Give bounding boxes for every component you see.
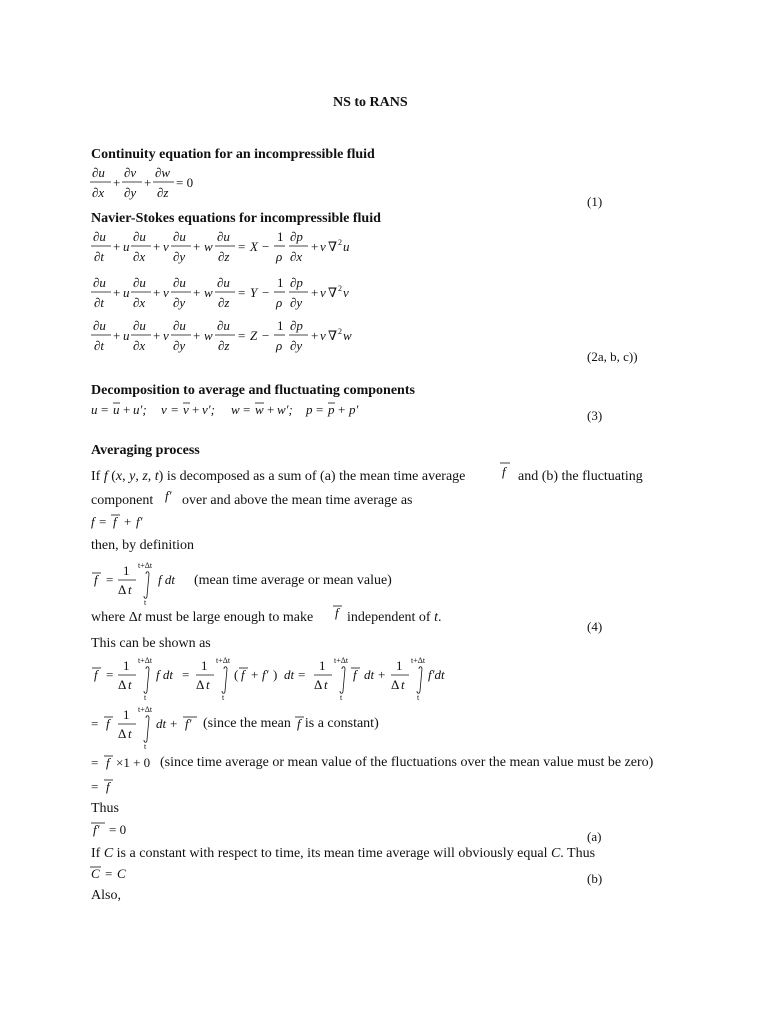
equation-2b-momentum-y (91, 275, 349, 310)
equation-1-continuity (90, 165, 193, 200)
svg-text:=: = (99, 514, 107, 529)
since-constant-note: (since the mean is a constant) (203, 716, 379, 731)
svg-text:= 0: = 0 (109, 822, 127, 837)
svg-text:Δ: Δ (118, 677, 127, 692)
svg-text:u: u (123, 328, 130, 343)
svg-text:t: t (417, 693, 420, 702)
svg-text:w′;: w′; (277, 402, 293, 417)
svg-text:+: + (338, 402, 346, 417)
svg-text:u′;: u′; (133, 402, 147, 417)
svg-text:u: u (123, 285, 130, 300)
svg-text:t: t (128, 726, 132, 741)
svg-text:f dt: f dt (158, 572, 175, 587)
svg-text:f: f (94, 572, 98, 587)
svg-text:∂w: ∂w (155, 165, 171, 180)
svg-text:1: 1 (319, 658, 326, 673)
paragraph-line-1: If f (x, y, z, t) is decomposed as a sum of (a) the mean time average (91, 469, 466, 484)
svg-text:−: − (262, 239, 270, 254)
svg-text:): ) (273, 667, 278, 682)
svg-text:−: − (262, 328, 270, 343)
svg-text:∂z: ∂z (157, 185, 169, 200)
svg-text:∂v: ∂v (124, 165, 137, 180)
paragraph-line-2-start: component (91, 493, 154, 508)
equation-a (91, 822, 126, 837)
equation-number-3: (3) (587, 408, 603, 423)
svg-text:f: f (502, 464, 506, 479)
svg-text:u: u (113, 402, 120, 417)
svg-text:∇: ∇ (328, 239, 338, 254)
svg-text:+: + (311, 239, 319, 254)
svg-text:+: + (113, 328, 121, 343)
svg-text:1: 1 (277, 318, 284, 333)
svg-text:t: t (401, 677, 405, 692)
page-title: NS to RANS (333, 95, 408, 110)
svg-text:=: = (182, 667, 190, 682)
svg-text:f′: f′ (93, 822, 100, 837)
since-zero-note: (since time average or mean value of the fluctuations over the mean value must be zero) (160, 755, 654, 770)
svg-text:t+Δt: t+Δt (138, 656, 153, 665)
svg-text:+: + (124, 514, 132, 529)
svg-text:v: v (343, 285, 349, 300)
equation-b (90, 866, 126, 881)
svg-text:Δ: Δ (118, 726, 127, 741)
svg-text:∂u: ∂u (173, 275, 186, 290)
svg-text:∂u: ∂u (133, 229, 146, 244)
svg-text:=: = (106, 572, 114, 587)
constant-paragraph: If C is a constant with respect to time, its mean time average will obviously equal C. Thus (91, 846, 596, 861)
averaging-heading: Averaging process (91, 443, 200, 458)
svg-text:t+Δt: t+Δt (138, 561, 153, 570)
svg-text:f dt: f dt (156, 667, 173, 682)
svg-text:1: 1 (277, 275, 284, 290)
svg-text:Z: Z (250, 328, 258, 343)
shown-derivation (92, 656, 445, 702)
svg-text:∂z: ∂z (218, 249, 230, 264)
svg-text:t: t (144, 598, 147, 607)
svg-text:= 0: = 0 (176, 175, 194, 190)
svg-text:t: t (128, 677, 132, 692)
decomposition-f (91, 514, 143, 529)
svg-text:ν: ν (320, 239, 326, 254)
svg-text:+: + (192, 402, 200, 417)
svg-text:ν: ν (320, 328, 326, 343)
equation-number-a: (a) (587, 829, 602, 844)
svg-text:∂z: ∂z (218, 338, 230, 353)
svg-text:dt: dt (156, 716, 167, 731)
svg-text:+: + (193, 328, 201, 343)
svg-text:2: 2 (338, 327, 342, 336)
svg-text:+: + (153, 239, 161, 254)
svg-text:∂x: ∂x (290, 249, 303, 264)
svg-text:∂x: ∂x (133, 295, 146, 310)
svg-text:=: = (101, 402, 109, 417)
svg-text:+: + (193, 239, 201, 254)
svg-text:1: 1 (201, 658, 208, 673)
svg-text:=: = (106, 667, 114, 682)
svg-text:1: 1 (123, 707, 130, 722)
svg-text:+: + (251, 667, 259, 682)
svg-text:w: w (343, 328, 352, 343)
svg-text:+: + (123, 402, 131, 417)
svg-text:Δ: Δ (391, 677, 400, 692)
svg-text:∂u: ∂u (173, 229, 186, 244)
equation-3-decomposition (91, 402, 359, 417)
svg-text:∂y: ∂y (173, 249, 186, 264)
svg-text:1: 1 (277, 229, 284, 244)
svg-text:+: + (113, 285, 121, 300)
svg-text:v′;: v′; (202, 402, 215, 417)
svg-text:t+Δt: t+Δt (216, 656, 231, 665)
svg-text:1: 1 (123, 563, 130, 578)
svg-text:∂p: ∂p (290, 229, 303, 244)
svg-text:2: 2 (338, 284, 342, 293)
svg-text:ρ: ρ (276, 338, 283, 353)
times-one-step (91, 755, 150, 770)
then-text: then, by definition (91, 538, 195, 553)
svg-text:∂u: ∂u (93, 229, 106, 244)
svg-text:w: w (231, 402, 240, 417)
svg-text:p: p (306, 402, 313, 417)
svg-text:v: v (163, 285, 169, 300)
svg-text:f: f (241, 667, 245, 682)
svg-text:f: f (113, 514, 117, 529)
svg-text:∂y: ∂y (124, 185, 137, 200)
svg-text:+: + (113, 239, 121, 254)
fbar-inline-2 (333, 605, 342, 620)
svg-text:Δ: Δ (118, 582, 127, 597)
svg-text:∂z: ∂z (218, 295, 230, 310)
fbar-inline-1 (500, 463, 510, 479)
svg-text:−: − (262, 285, 270, 300)
svg-text:u: u (343, 239, 350, 254)
svg-text:∂u: ∂u (217, 318, 230, 333)
shown-text: This can be shown as (91, 636, 211, 651)
decomposition-heading: Decomposition to average and fluctuating components (91, 383, 415, 398)
svg-text:f: f (353, 667, 357, 682)
svg-text:+: + (153, 328, 161, 343)
svg-text:∂u: ∂u (173, 318, 186, 333)
svg-text:∂u: ∂u (217, 229, 230, 244)
svg-text:w: w (204, 285, 213, 300)
svg-text:∂y: ∂y (290, 338, 303, 353)
svg-text:=: = (105, 866, 113, 881)
also-text: Also, (91, 888, 121, 903)
svg-text:+: + (311, 328, 319, 343)
svg-text:2: 2 (338, 238, 342, 247)
svg-text:dt: dt (364, 667, 375, 682)
equation-number-2: (2a, b, c)) (587, 349, 638, 364)
svg-text:f′: f′ (136, 514, 143, 529)
equation-2c-momentum-z (91, 318, 352, 353)
svg-text:1: 1 (396, 658, 403, 673)
svg-text:w: w (255, 402, 264, 417)
equation-number-4: (4) (587, 619, 603, 634)
svg-text:u: u (91, 402, 98, 417)
svg-text:t: t (144, 693, 147, 702)
svg-text:X: X (250, 239, 258, 254)
fbar-result (91, 779, 113, 794)
svg-text:ρ: ρ (276, 249, 283, 264)
svg-text:f: f (91, 514, 95, 529)
svg-text:(: ( (234, 667, 239, 682)
svg-text:ν: ν (320, 285, 326, 300)
svg-text:+: + (267, 402, 275, 417)
svg-text:=: = (238, 239, 246, 254)
svg-text:w: w (204, 239, 213, 254)
svg-text:∂u: ∂u (92, 165, 105, 180)
svg-text:v: v (163, 239, 169, 254)
svg-text:∂u: ∂u (93, 318, 106, 333)
svg-text:f′: f′ (185, 716, 192, 731)
fprime-inline-1 (165, 488, 172, 503)
svg-text:∂x: ∂x (92, 185, 105, 200)
svg-text:t+Δt: t+Δt (138, 705, 153, 714)
svg-text:∂t: ∂t (94, 338, 105, 353)
svg-text:f: f (297, 716, 301, 731)
mean-value-note: (mean time average or mean value) (194, 573, 392, 588)
svg-text:p′: p′ (349, 402, 359, 417)
where-text-end: independent of t. (347, 610, 442, 625)
where-text: where Δt must be large enough to make (91, 610, 314, 625)
svg-text:ρ: ρ (276, 295, 283, 310)
svg-text:∂t: ∂t (94, 249, 105, 264)
svg-text:1: 1 (123, 658, 130, 673)
svg-text:=: = (91, 755, 99, 770)
svg-text:Δ: Δ (196, 677, 205, 692)
paragraph-line-1-end: and (b) the fluctuating (518, 469, 643, 484)
svg-text:∂u: ∂u (93, 275, 106, 290)
svg-text:∂y: ∂y (290, 295, 303, 310)
svg-text:w: w (204, 328, 213, 343)
svg-text:+: + (193, 285, 201, 300)
svg-text:∂p: ∂p (290, 318, 303, 333)
svg-text:t: t (206, 677, 210, 692)
svg-text:∂y: ∂y (173, 338, 186, 353)
constant-mean-step (91, 705, 304, 751)
svg-text:+: + (311, 285, 319, 300)
svg-text:+: + (144, 175, 152, 190)
svg-text:u: u (123, 239, 130, 254)
svg-text:f′: f′ (262, 667, 269, 682)
svg-text:+: + (378, 667, 386, 682)
svg-text:∂x: ∂x (133, 249, 146, 264)
svg-text:C: C (117, 866, 126, 881)
svg-text:×1 + 0: ×1 + 0 (116, 755, 151, 770)
svg-text:v: v (163, 328, 169, 343)
svg-text:=: = (238, 328, 246, 343)
equation-number-1: (1) (587, 194, 603, 209)
svg-text:f: f (106, 755, 110, 770)
svg-text:t: t (324, 677, 328, 692)
svg-text:f: f (106, 779, 110, 794)
svg-text:t+Δt: t+Δt (411, 656, 426, 665)
paragraph-line-2-end: over and above the mean time average as (182, 493, 413, 508)
svg-text:∂u: ∂u (217, 275, 230, 290)
svg-text:Y: Y (250, 285, 258, 300)
svg-text:v: v (183, 402, 189, 417)
navier-stokes-heading: Navier-Stokes equations for incompressible fluid (91, 211, 381, 226)
svg-text:+: + (113, 175, 121, 190)
mean-definition (92, 561, 175, 607)
svg-text:∂t: ∂t (94, 295, 105, 310)
equation-number-b: (b) (587, 871, 603, 886)
svg-text:t: t (222, 693, 225, 702)
svg-text:=: = (316, 402, 324, 417)
svg-text:=: = (238, 285, 246, 300)
svg-text:=: = (298, 667, 306, 682)
svg-text:∂p: ∂p (290, 275, 303, 290)
svg-text:f: f (335, 605, 339, 620)
svg-text:+: + (170, 716, 178, 731)
svg-text:=: = (243, 402, 251, 417)
svg-text:=: = (91, 716, 99, 731)
svg-text:Δ: Δ (314, 677, 323, 692)
svg-text:f′: f′ (165, 488, 172, 503)
svg-text:t: t (128, 582, 132, 597)
svg-text:∇: ∇ (328, 285, 338, 300)
svg-text:+: + (153, 285, 161, 300)
svg-text:v: v (161, 402, 167, 417)
svg-text:dt: dt (284, 667, 295, 682)
thus-text: Thus (91, 801, 119, 816)
svg-text:f: f (106, 716, 110, 731)
svg-text:t: t (340, 693, 343, 702)
svg-text:f′dt: f′dt (428, 667, 445, 682)
svg-text:t: t (144, 742, 147, 751)
svg-text:f: f (94, 667, 98, 682)
svg-text:t+Δt: t+Δt (334, 656, 349, 665)
svg-text:∂u: ∂u (133, 318, 146, 333)
equation-2a-momentum-x (91, 229, 350, 264)
svg-text:=: = (91, 779, 99, 794)
svg-text:∇: ∇ (328, 328, 338, 343)
svg-text:C: C (91, 866, 100, 881)
svg-text:∂x: ∂x (133, 338, 146, 353)
continuity-heading: Continuity equation for an incompressible fluid (91, 147, 375, 162)
svg-text:p: p (328, 402, 335, 417)
svg-text:∂u: ∂u (133, 275, 146, 290)
svg-text:=: = (171, 402, 179, 417)
svg-text:∂y: ∂y (173, 295, 186, 310)
